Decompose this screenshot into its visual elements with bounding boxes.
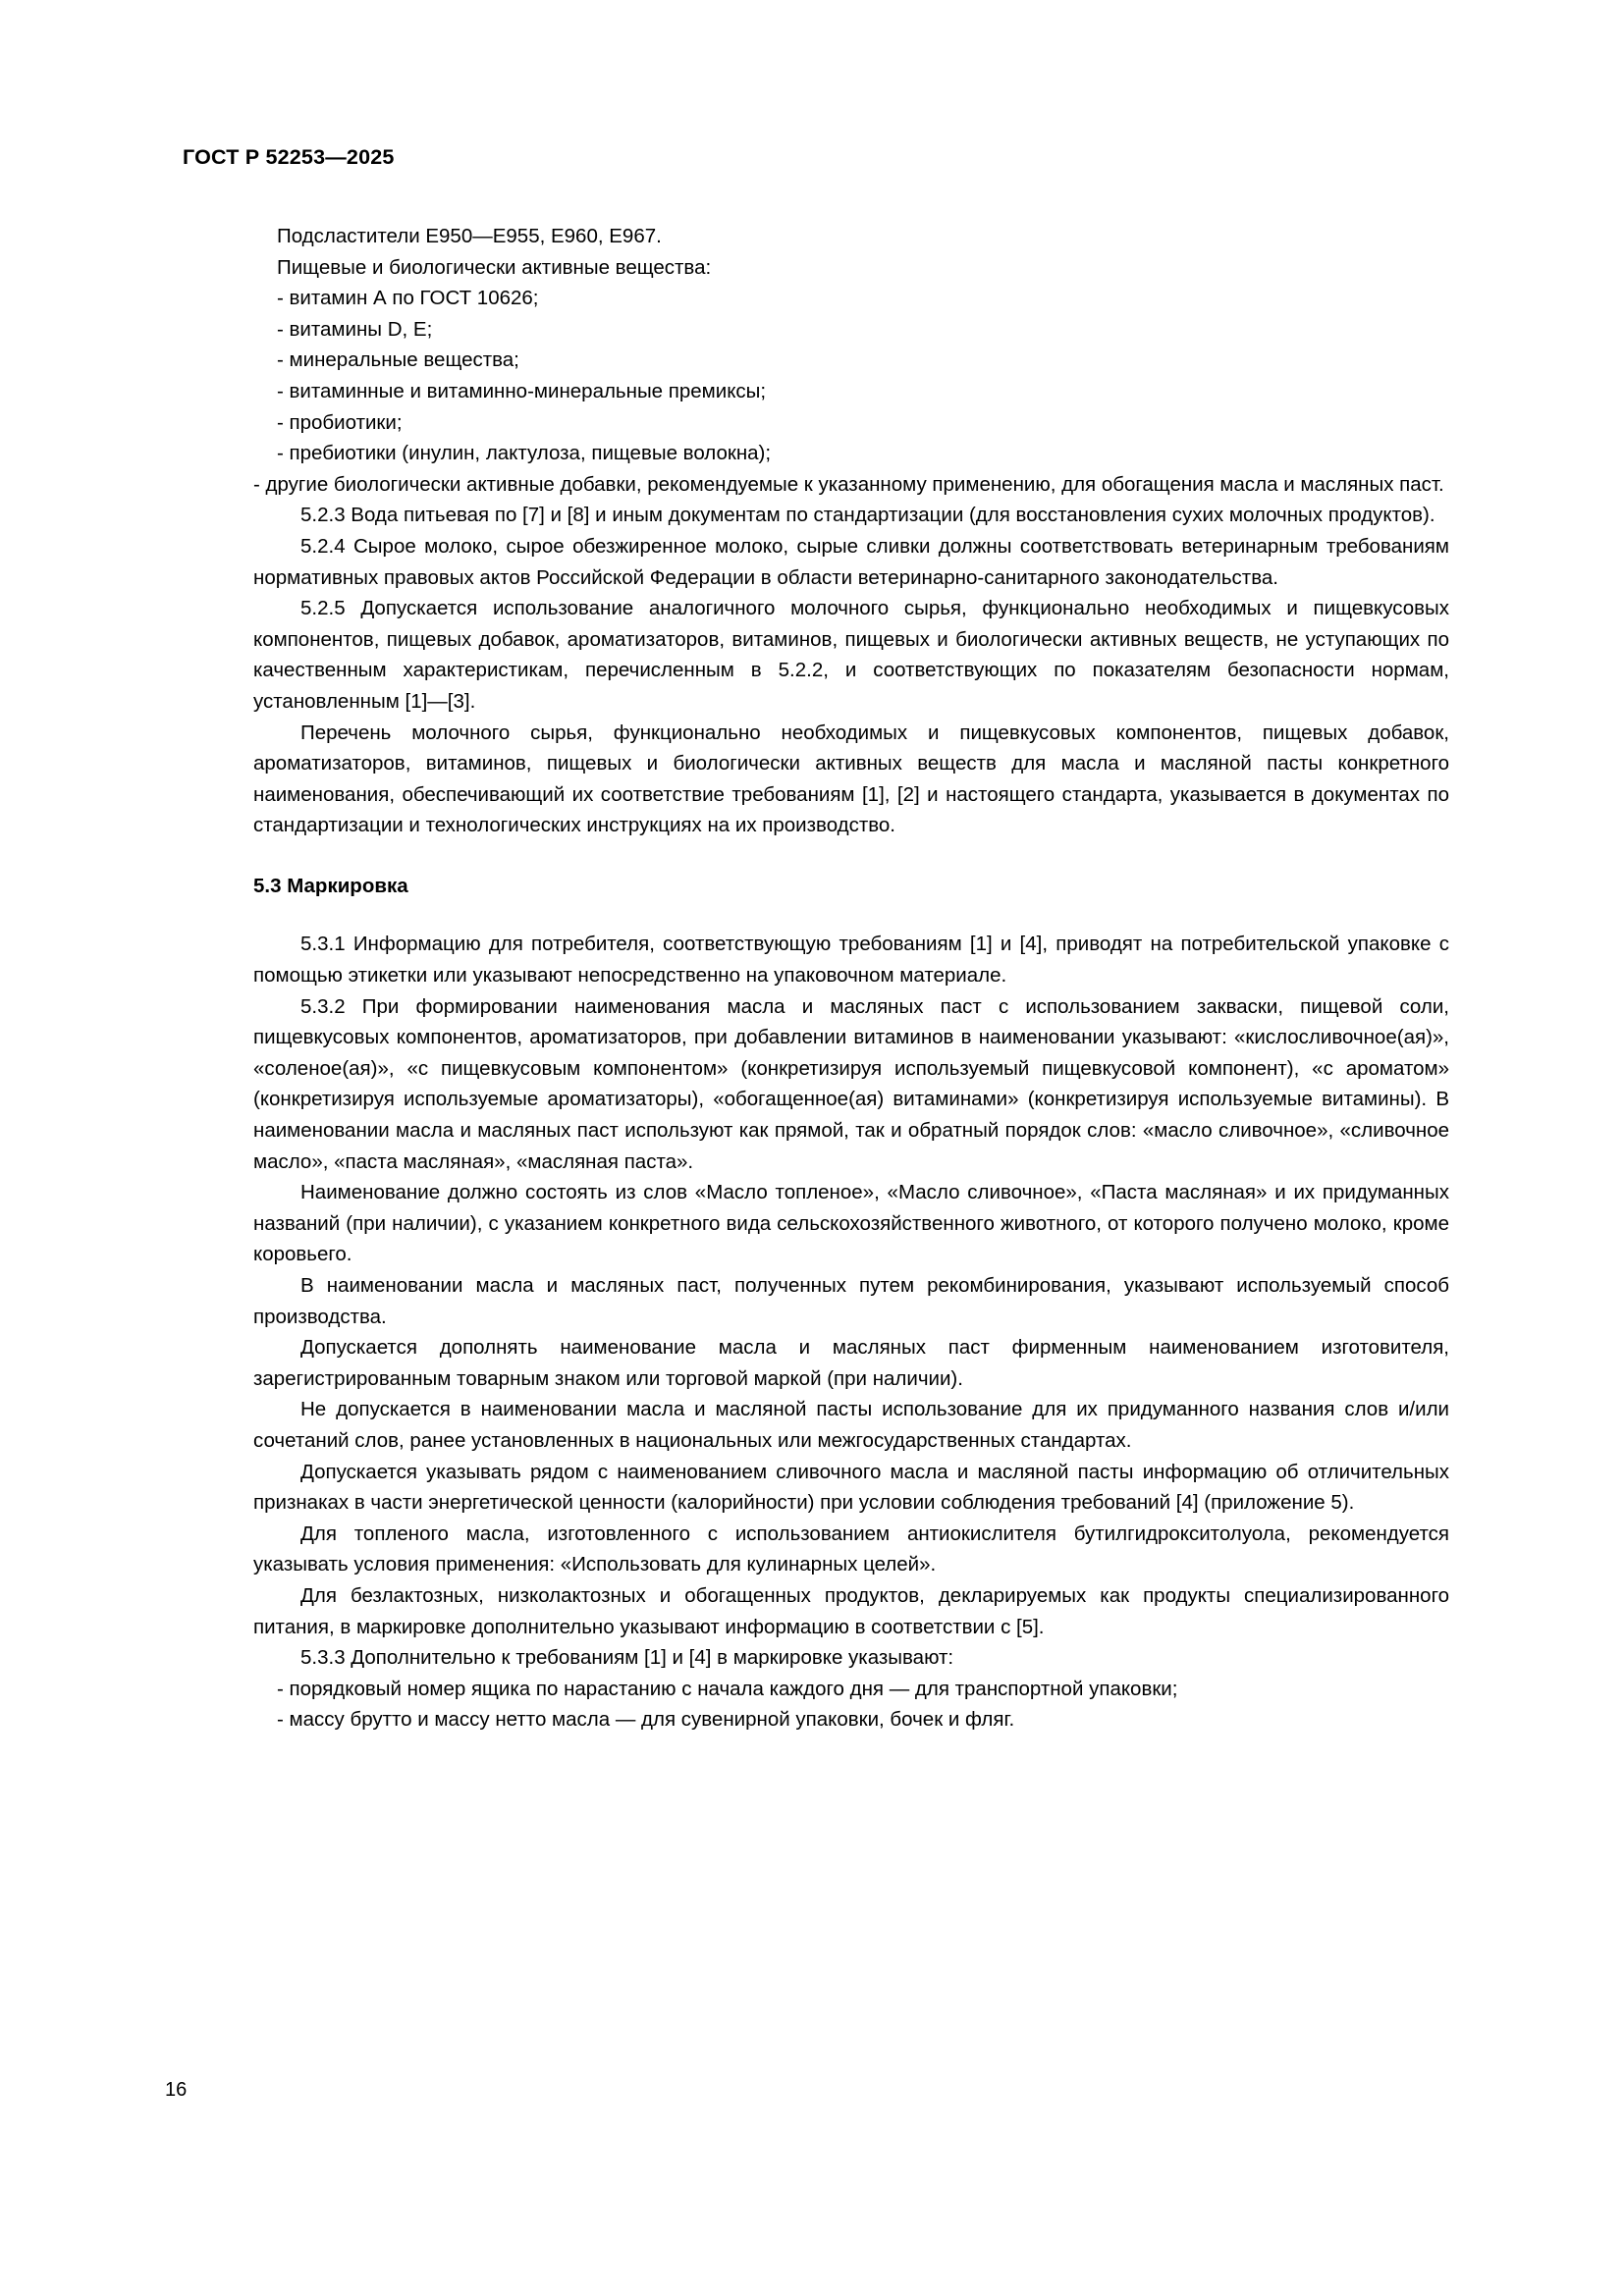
paragraph-ghee-antioxidant: Для топленого масла, изготовленного с использованием антиокислителя бутилгидрокситолуола, рекомендуется указывать условия применения: «Использовать для кулинарных целей». bbox=[253, 1522, 1449, 1576]
page-header-standard-number: ГОСТ Р 52253—2025 bbox=[183, 145, 395, 169]
list-item-minerals: - минеральные вещества; bbox=[277, 348, 519, 372]
paragraph-name-composition: Наименование должно состоять из слов «Масло топленое», «Масло сливочное», «Паста масляная» и их придуманных названий (при наличии), с указанием конкретного вида сельскохозяйственного животного, от которого получено молоко, кроме коровьего. bbox=[253, 1181, 1449, 1266]
clause-5-2-3: 5.2.3 Вода питьевая по [7] и [8] и иным документам по стандартизации (для восстановления сухих молочных продуктов). bbox=[300, 504, 1435, 527]
list-item-probiotics: - пробиотики; bbox=[277, 410, 403, 434]
list-item-box-number: - порядковый номер ящика по нарастанию с начала каждого дня — для транспортной упаковки; bbox=[277, 1677, 1178, 1700]
page-number: 16 bbox=[165, 2079, 188, 2101]
paragraph-trademark: Допускается дополнять наименование масла и масляных паст фирменным наименованием изготовителя, зарегистрированным товарным знаком или торговой маркой (при наличии). bbox=[253, 1336, 1449, 1390]
paragraph-prohibited-names: Не допускается в наименовании масла и масляной пасты использование для их придуманного названия слов и/или сочетаний слов, ранее установленных в национальных или межгосударственных стандартах. bbox=[253, 1398, 1449, 1452]
paragraph-sweeteners: Подсластители Е950—Е955, Е960, Е967. bbox=[277, 225, 662, 247]
paragraph-food-active-substances: Пищевые и биологически активные вещества: bbox=[277, 255, 712, 279]
clause-5-2-4: 5.2.4 Сырое молоко, сырое обезжиренное молоко, сырые сливки должны соответствовать ветеринарным требованиям нормативных правовых актов Российской Федерации в области ветеринарно-санитарного законодательства. bbox=[253, 534, 1449, 589]
paragraph-lactose-free: Для безлактозных, низколактозных и обогащенных продуктов, декларируемых как продукты специализированного питания, в маркировке дополнительно указывают информацию в соответствии с [5]. bbox=[253, 1583, 1449, 1638]
clause-5-3-3: 5.3.3 Дополнительно к требованиям [1] и [4] в маркировке указывают: bbox=[300, 1646, 954, 1670]
list-item-other-additives: - другие биологически активные добавки, рекомендуемые к указанному применению, для обогащения масла и масляных паст. bbox=[253, 472, 1444, 496]
clause-5-2-5: 5.2.5 Допускается использование аналогичного молочного сырья, функционально необходимых и пищевкусовых компонентов, пищевых добавок, ароматизаторов, витаминов, пищевых и биологически активных веществ, не уступающих по качественным характеристикам, перечисленным в 5.2.2, и соответствующих по показателям безопасности нормам, установленным [1]—[3]. bbox=[253, 597, 1449, 713]
clause-5-3-2: 5.3.2 При формировании наименования масла и масляных паст с использованием закваски, пищевой соли, пищевкусовых компонентов, ароматизаторов, при добавлении витаминов в наименовании указывают: «кислосливочное(ая)», «соленое(ая)», «с пищевкусовым компонентом» (конкретизируя используемый пищевкусовой компонент), «с ароматом» (конкретизируя используемые ароматизаторы), «обогащенное(ая) витаминами» (конкретизируя используемые витамины). В наименовании масла и масляных паст используют как прямой, так и обратный порядок слов: «масло сливочное», «сливочное масло», «паста масляная», «масляная паста». bbox=[253, 994, 1449, 1173]
list-item-premixes: - витаминные и витаминно-минеральные премиксы; bbox=[277, 379, 767, 402]
list-item-gross-net-mass: - массу брутто и массу нетто масла — для сувенирной упаковки, бочек и фляг. bbox=[277, 1708, 1015, 1732]
list-item-vitamins-d-e: - витамины D, Е; bbox=[277, 317, 433, 341]
page-content bbox=[183, 145, 1449, 1735]
document-body bbox=[253, 221, 1449, 1735]
paragraph-energy-value: Допускается указывать рядом с наименованием сливочного масла и масляной пасты информацию об отличительных признаках в части энергетической ценности (калорийности) при условии соблюдения требований [4] (приложение 5). bbox=[253, 1460, 1449, 1515]
paragraph-recombination: В наименовании масла и масляных паст, полученных путем рекомбинирования, указывают используемый способ производства. bbox=[253, 1274, 1449, 1328]
clause-5-3-1: 5.3.1 Информацию для потребителя, соответствующую требованиям [1] и [4], приводят на потребительской упаковке с помощью этикетки или указывают непосредственно на упаковочном материале. bbox=[253, 933, 1449, 988]
list-item-vitamin-a: - витамин А по ГОСТ 10626; bbox=[277, 287, 539, 310]
paragraph-raw-materials-list: Перечень молочного сырья, функционально необходимых и пищевкусовых компонентов, пищевых добавок, ароматизаторов, витаминов, пищевых и биологически активных веществ для масла и масляной пасты конкретного наименования, обеспечивающий их соответствие требованиям [1], [2] и настоящего стандарта, указывается в документах по стандартизации и технологических инструкциях на их производство. bbox=[253, 721, 1449, 837]
section-heading-5-3: 5.3 Маркировка bbox=[253, 874, 408, 897]
list-item-prebiotics: - пребиотики (инулин, лактулоза, пищевые волокна); bbox=[277, 442, 772, 465]
